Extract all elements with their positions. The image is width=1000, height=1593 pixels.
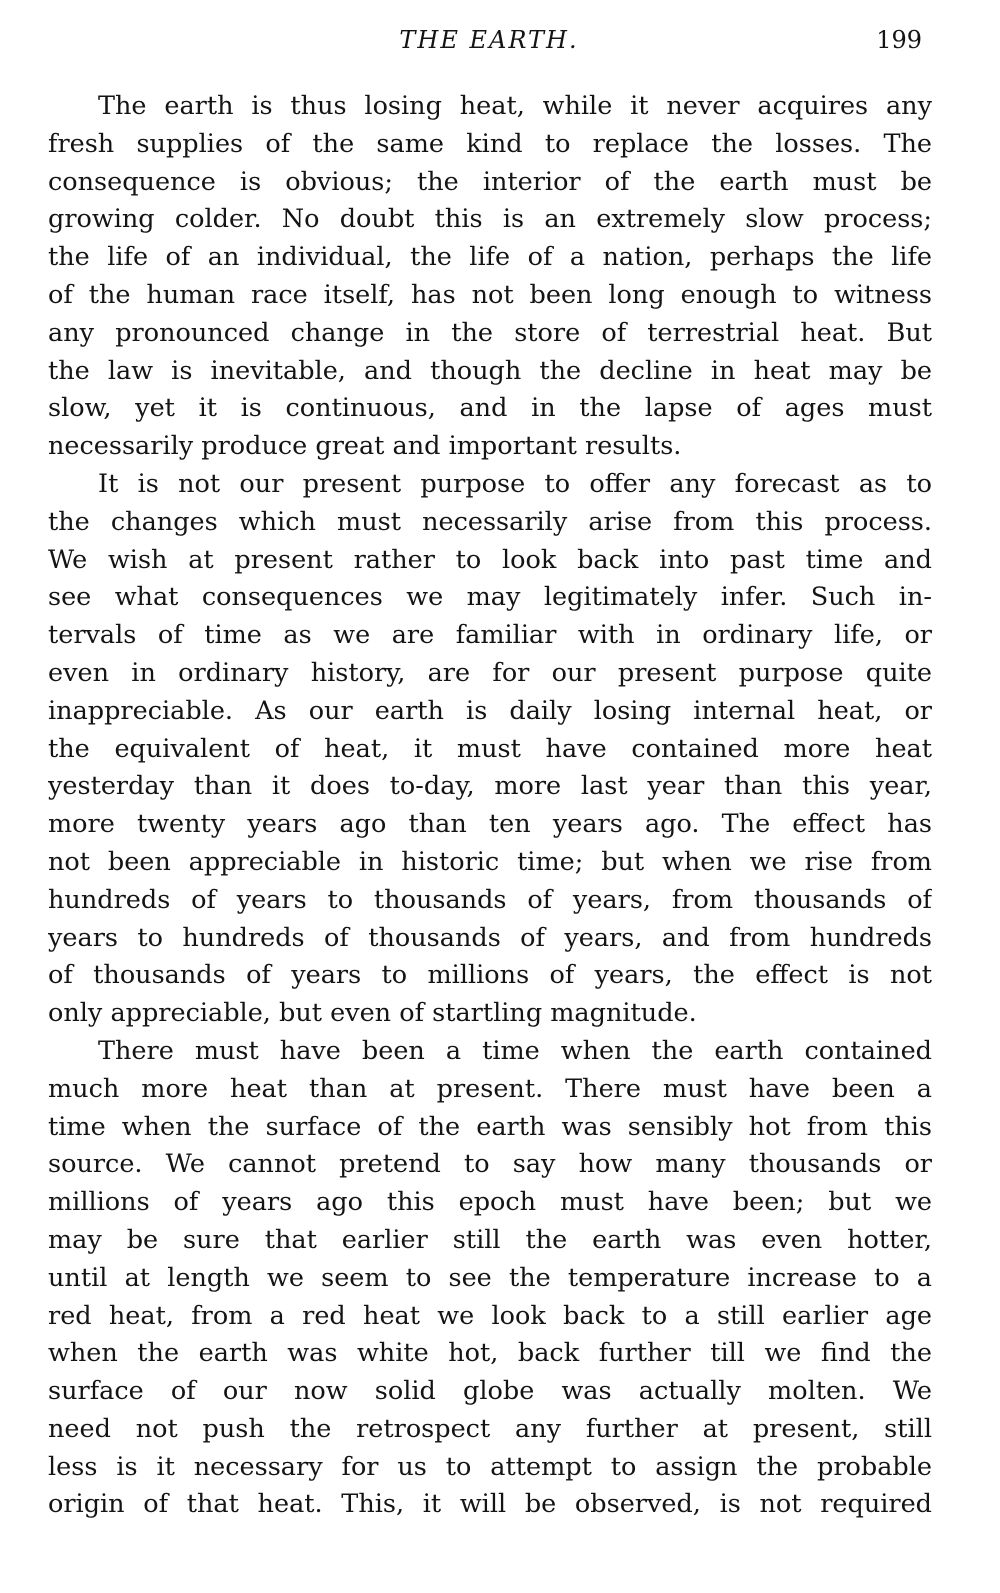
text-line: necessarily produce great and important results. xyxy=(48,431,682,462)
text-line: fresh supplies of the same kind to replace the losses. The xyxy=(48,128,932,159)
text-line: not been appreciable in historic time; but when we rise from xyxy=(48,846,932,877)
text-line: inappreciable. As our earth is daily losing internal heat, or xyxy=(48,695,932,726)
text-line: the law is inevitable, and though the decline in heat may be xyxy=(48,355,932,386)
text-line: hundreds of years to thousands of years, from thousands of xyxy=(48,884,932,915)
running-head xyxy=(48,22,930,58)
text-line: There must have been a time when the earth contained xyxy=(98,1035,932,1066)
text-line: much more heat than at present. There must have been a xyxy=(48,1073,932,1104)
text-line: need not push the retrospect any further at present, still xyxy=(48,1413,932,1444)
text-line: the life of an individual, the life of a nation, perhaps the life xyxy=(48,242,932,273)
text-line: It is not our present purpose to offer any forecast as to xyxy=(98,468,932,499)
text-line: time when the surface of the earth was sensibly hot from this xyxy=(48,1111,932,1142)
text-line: The earth is thus losing heat, while it never acquires any xyxy=(98,91,932,121)
text-line: origin of that heat. This, it will be observed, is not required xyxy=(48,1489,932,1520)
text-line: of thousands of years to millions of years, the effect is not xyxy=(48,960,932,991)
text-line: slow, yet it is continuous, and in the lapse of ages must xyxy=(48,393,932,424)
text-line: surface of our now solid globe was actually molten. We xyxy=(48,1376,932,1407)
text-line: the equivalent of heat, it must have contained more heat xyxy=(48,733,932,764)
text-line: millions of years ago this epoch must have been; but we xyxy=(48,1187,932,1218)
paragraph-earth-molten xyxy=(48,1033,932,1524)
text-line: years to hundreds of thousands of years, and from hundreds xyxy=(48,922,932,953)
text-line: may be sure that earlier still the earth was even hotter, xyxy=(48,1224,932,1255)
text-line: any pronounced change in the store of terrestrial heat. But xyxy=(48,317,932,348)
text-line: red heat, from a red heat we look back to a still earlier age xyxy=(48,1300,932,1331)
text-line: until at length we seem to see the temperature increase to a xyxy=(48,1262,932,1293)
paragraph-looking-back xyxy=(48,466,932,1033)
text-line: more twenty years ago than ten years ago. The effect has xyxy=(48,809,932,840)
paragraph-losing-heat xyxy=(48,88,932,466)
page-number: 199 xyxy=(876,26,922,54)
text-line: consequence is obvious; the interior of the earth must be xyxy=(48,166,932,197)
text-line: only appreciable, but even of startling magnitude. xyxy=(48,998,697,1029)
body-text xyxy=(48,88,932,1524)
text-line: yesterday than it does to-day, more last year than this year, xyxy=(48,771,932,802)
text-line: the changes which must necessarily arise from this process. xyxy=(48,506,932,537)
text-line: We wish at present rather to look back into past time and xyxy=(48,544,932,575)
text-line: growing colder. No doubt this is an extremely slow process; xyxy=(48,204,932,235)
text-line: see what consequences we may legitimately infer. Such in- xyxy=(48,582,932,613)
text-line: source. We cannot pretend to say how many thousands or xyxy=(48,1149,932,1180)
text-line: even in ordinary history, are for our present purpose quite xyxy=(48,657,932,688)
text-line: of the human race itself, has not been long enough to witness xyxy=(48,279,932,310)
text-line: when the earth was white hot, back further till we find the xyxy=(48,1338,932,1369)
text-line: tervals of time as we are familiar with in ordinary life, or xyxy=(48,620,932,651)
running-title: THE EARTH. xyxy=(399,26,579,54)
text-line: less is it necessary for us to attempt to assign the probable xyxy=(48,1451,932,1482)
